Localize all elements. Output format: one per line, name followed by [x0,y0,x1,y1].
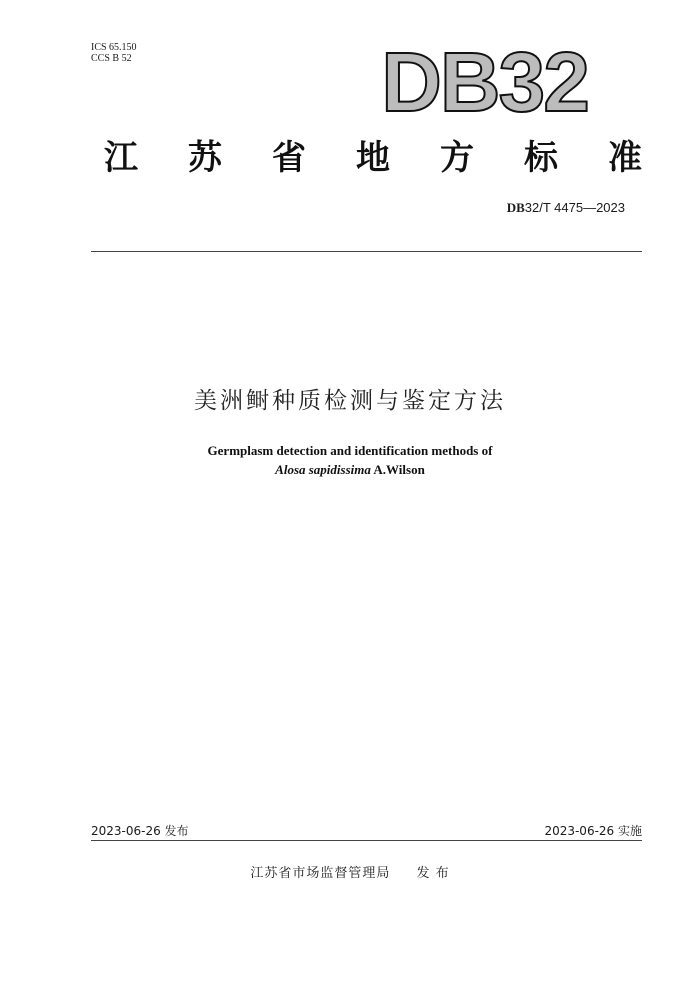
standard-type-char: 苏 [188,138,222,178]
issuer-name: 江苏省市场监督管理局 [250,866,391,881]
standard-type-char: 江 [104,138,138,178]
standard-type-heading [104,138,642,178]
ccs-code: CCS B 52 [91,53,132,64]
issuer [0,862,700,881]
standard-type-char: 省 [272,138,306,178]
bottom-divider [91,840,642,841]
standard-type-char: 方 [440,138,474,178]
standard-type-char: 地 [356,138,390,178]
classification-codes [91,42,137,64]
species-name: Alosa sapidissima [275,462,371,477]
title-en-line1: Germplasm detection and identification methods of [207,443,493,458]
standard-type-char: 准 [608,138,642,178]
standard-number-rest: 32/T 4475—2023 [524,200,625,215]
implementation-date: 2023-06-26 实施 [544,824,642,838]
release-date: 2023-06-26 发布 [91,824,189,838]
ics-code: ICS 65.150 [91,42,137,53]
standard-code-mark: DB32 [381,35,588,129]
title-en-line2 [0,460,700,479]
document-title-zh: 美洲鲥种质检测与鉴定方法 [194,388,506,414]
document-title-en [0,441,700,479]
standard-number-prefix: DB [506,200,525,215]
species-author: A.Wilson [370,462,425,477]
top-divider [91,251,642,252]
issuer-action: 发 布 [416,866,450,881]
standard-type-char: 标 [524,138,558,178]
standard-number [507,200,625,216]
